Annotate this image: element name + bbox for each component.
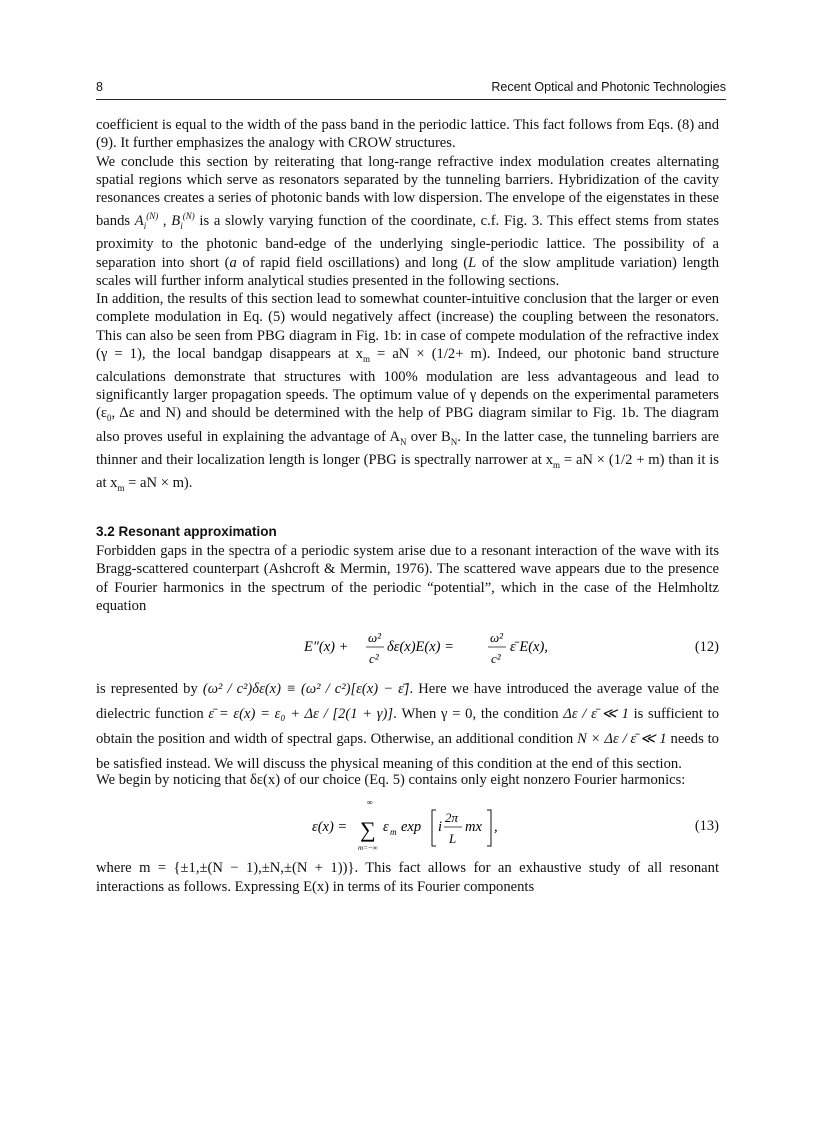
eq13-i: i	[438, 819, 443, 836]
eq13-exp: exp	[401, 819, 422, 836]
eq13-lhs: ε(x) =	[312, 819, 348, 836]
text-run: of rapid field oscillations) and long (	[236, 254, 469, 271]
sub-N: N	[400, 436, 407, 447]
eq13-mx: mx	[465, 819, 482, 836]
math-B-base: B	[171, 213, 181, 230]
eq13-comma: ,	[494, 819, 498, 836]
text-run: , Δε and N) and should be determined with the help of PBG diagram similar to Fig. 1b. The diagram also proves useful in explaining the advantage of A	[96, 405, 719, 445]
text-run: = aN × (1/2+ m). Indeed, our photonic band structure calculations demonstrate that structures with 100% modulation are less advantageous and lead to significantly larger propagation speeds. The optimum value of γ depends on the experimental parameters (ε	[96, 345, 719, 422]
book-title: Recent Optical and Photonic Technologies	[491, 80, 726, 94]
paragraph-2	[96, 153, 719, 291]
equation-13	[96, 793, 719, 859]
text-run: of the slow amplitude variation) length scales will further inform analytical studies presented in the following sections.	[96, 254, 719, 289]
text-run: = aN × (1/2 + m) than it is at x	[96, 451, 719, 491]
paragraph-6: We begin by noticing that δε(x) of our choice (Eq. 5) contains only eight nonzero Fourier harmonics:	[96, 772, 686, 789]
text-run: In addition, the results of this section lead to somewhat counter-intuitive conclusion that the larger or even complete modulation in Eq. (5) would negatively affect (increase) the coupling between the resonators. This can also be seen from PBG diagram in Fig. 1b: in case of compete modulation of the refractive index (γ = 1), the local bandgap disappears at x	[96, 291, 719, 362]
paragraph-5	[96, 677, 719, 777]
paragraph-7: where m = {±1,±(N − 1),±N,±(N + 1))}. This fact allows for an exhaustive study of all resonant interactions as follows. Expressing E(x) in terms of its Fourier components	[96, 860, 719, 895]
eq13-right-bracket	[487, 810, 491, 846]
math-L: L	[468, 254, 477, 271]
sub-0: 0	[107, 413, 112, 424]
math-B	[171, 211, 195, 232]
math-A-base: A	[134, 213, 144, 230]
math-a: a	[229, 254, 237, 271]
text-run: is represented by	[96, 681, 203, 698]
sub-N: N	[450, 436, 458, 447]
text-run: over B	[406, 428, 451, 445]
math-A	[134, 211, 159, 232]
page-number: 8	[96, 80, 103, 94]
paragraph-4: Forbidden gaps in the spectra of a periodic system arise due to a resonant interaction of the wave with its Bragg-scattered counterpart (Ashcroft & Mermin, 1976). The scattered wave appears due to the presence of Fourier harmonics in the spectrum of the periodic “potential”, which in the case of the Helmholtz equation	[96, 543, 719, 614]
paragraph-1: coefficient is equal to the width of the pass band in the periodic lattice. This fact follows from Eqs. (8) and (9). It further emphasizes the analogy with CROW structures.	[96, 117, 719, 152]
eq12-c2: c²	[369, 651, 379, 667]
eq12-omega2b: ω²	[490, 630, 504, 646]
text-run: is sufficient to obtain the position and width of spectral gaps. Otherwise, an additional condition	[96, 706, 719, 748]
equation-number-12: (12)	[694, 639, 719, 656]
math-B-sup: (N)	[182, 211, 195, 222]
math-A-sub: i	[143, 221, 147, 232]
page-body	[96, 116, 719, 896]
eq13-eps-sub: m	[390, 827, 397, 838]
equation-13-svg	[96, 793, 719, 859]
text-run: We conclude this section by reiterating that long-range refractive index modulation creates alternating spatial regions which serve as resonators separated by the tunneling barriers. Hybridization of the cavity resonances creates a series of photonic bands with low dispersion. The envelope of the eigenstates in these bands	[96, 153, 719, 230]
eq13-eps: ε	[383, 819, 389, 836]
sub-m: m	[553, 459, 561, 470]
eq13-sum-top: ∞	[367, 798, 373, 808]
sub-m: m	[117, 482, 125, 493]
eq13-L: L	[449, 831, 457, 847]
inline-math: N × Δε / ε̄ ≪ 1	[577, 731, 667, 748]
section-heading: 3.2 Resonant approximation	[96, 524, 277, 540]
eq12-term1: E″(x) +	[304, 639, 349, 656]
paragraph-3	[96, 290, 719, 497]
math-B-sub: i	[180, 221, 183, 232]
eq13-left-bracket	[432, 810, 436, 846]
eq12-c2b: c²	[491, 651, 501, 667]
equation-12-svg	[96, 617, 719, 673]
running-header	[96, 80, 726, 98]
inline-math: ε̄ = ε(x) = ε₀ + Δε / [2(1 + γ)]	[208, 706, 394, 723]
eq13-sum-symbol: ∑	[360, 817, 376, 843]
equation-12	[96, 617, 719, 673]
eq13-sum-bottom: m=−∞	[358, 844, 378, 853]
sub-m: m	[362, 353, 370, 364]
eq13-2pi: 2π	[445, 810, 459, 826]
header-rule	[96, 99, 726, 100]
text-run: is a slowly varying function of the coordinate, c.f. Fig. 3. This effect stems from states proximity to the photonic band-edge of the underlying single-periodic lattice. The possibility of a separation into short (	[96, 213, 720, 271]
eq12-omega2: ω²	[368, 630, 382, 646]
eq12-mid: δε(x)E(x) =	[387, 639, 454, 656]
eq12-rhs: ε̄ E(x),	[510, 639, 548, 656]
text-run: ,	[158, 213, 172, 230]
inline-math: Δε / ε̄ ≪ 1	[563, 706, 629, 723]
text-run: . In the latter case, the tunneling barriers are thinner and their localization length is longer (PBG is spectrally narrower at x	[96, 428, 719, 468]
text-run: needs to be satisfied instead. We will discuss the physical meaning of this condition at the end of this section.	[96, 731, 719, 773]
inline-math: (ω² / c²)δε(x) ≡ (ω² / c²)[ε(x) − ε̄]	[202, 681, 410, 698]
equation-number-13: (13)	[694, 818, 719, 835]
text-run: = aN × m).	[124, 474, 193, 491]
text-run: . When γ = 0, the condition	[393, 706, 564, 723]
math-A-sup: (N)	[146, 211, 159, 222]
text-run: . Here we have introduced the average value of the dielectric function	[96, 681, 719, 723]
